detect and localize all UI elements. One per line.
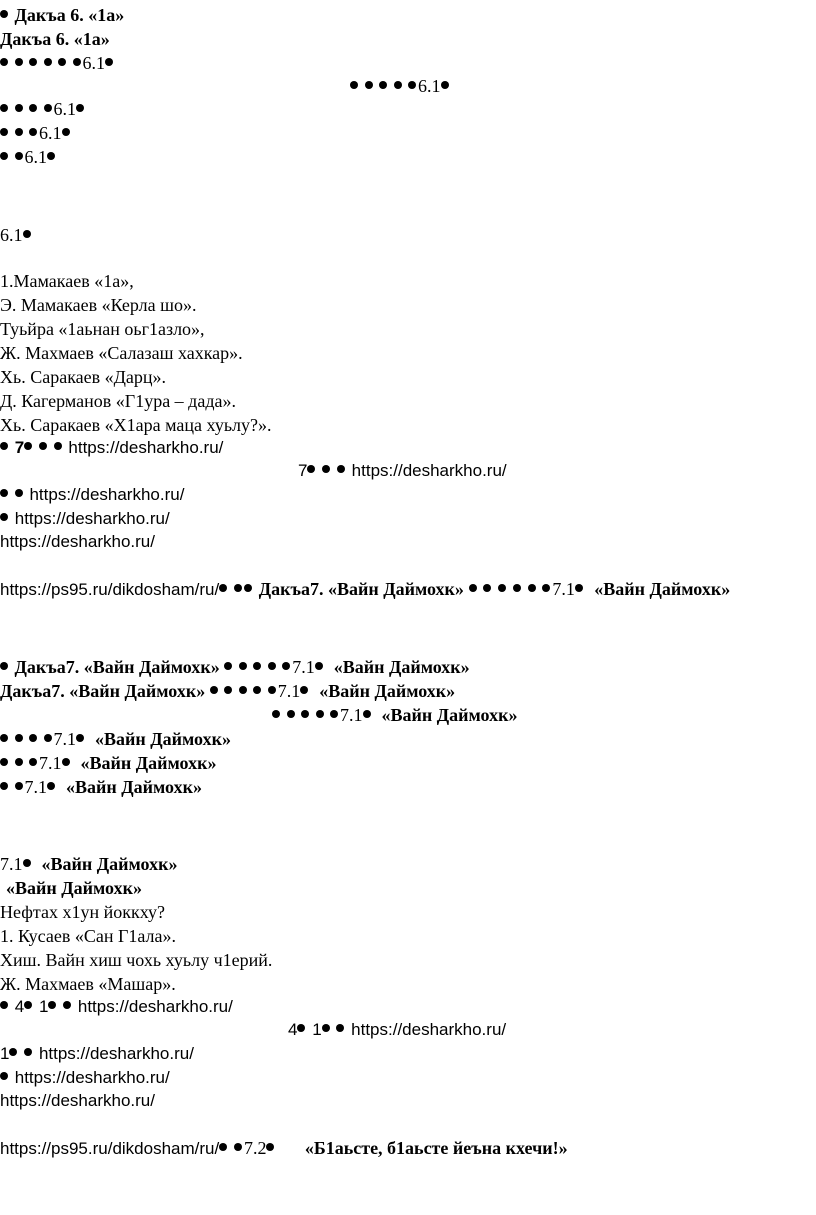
text-line: Туьйра «1аьнан оьг1азло», xyxy=(0,319,205,339)
heading-line xyxy=(0,680,455,702)
bullet-icon xyxy=(363,710,371,718)
bullet-icon xyxy=(268,686,276,694)
bullet-icon xyxy=(29,58,37,66)
section-number: 6.1 xyxy=(0,225,23,245)
subsection-title: «Вайн Даймохк» xyxy=(319,681,456,701)
toc-line xyxy=(350,75,451,97)
ps95-link[interactable]: https://ps95.ru/dikdosham/ru/ xyxy=(0,580,220,599)
bullet-icon xyxy=(287,710,295,718)
bullet-icon xyxy=(379,81,387,89)
link-number: 1 xyxy=(312,1020,322,1039)
subsection-title: «Вайн Даймохк» xyxy=(6,878,142,898)
subsection-title: «Вайн Даймохк» xyxy=(594,579,731,599)
desharkho-link[interactable]: https://desharkho.ru/ xyxy=(0,1091,155,1110)
text-line: 1.Мамакаев «1а», xyxy=(0,271,134,291)
bullet-icon xyxy=(0,104,8,112)
bullet-icon xyxy=(29,104,37,112)
bullet-icon xyxy=(282,662,290,670)
bullet-icon xyxy=(336,1024,344,1032)
bullet-icon xyxy=(394,81,402,89)
bullet-icon xyxy=(29,128,37,136)
section-number: 7.2 xyxy=(243,1138,267,1158)
bullet-icon xyxy=(15,734,23,742)
bullet-icon xyxy=(234,584,242,592)
toc-line xyxy=(0,146,57,168)
bullet-icon xyxy=(9,1048,17,1056)
toc-line xyxy=(0,224,33,246)
bullet-icon xyxy=(15,152,23,160)
bullet-icon xyxy=(15,58,23,66)
bullet-icon xyxy=(0,1001,8,1009)
bullet-icon xyxy=(315,662,323,670)
subsection-title: «Вайн Даймохк» xyxy=(381,705,518,725)
bullet-icon xyxy=(44,734,52,742)
bullet-icon xyxy=(47,782,55,790)
desharkho-link[interactable]: https://desharkho.ru/ xyxy=(14,509,170,528)
subsection-title: «Вайн Даймохк» xyxy=(95,729,231,749)
bullet-icon xyxy=(322,1024,330,1032)
text-line: Ж. Махмаев «Машар». xyxy=(0,974,176,994)
bullet-icon xyxy=(0,442,8,450)
bullet-icon xyxy=(266,1143,274,1151)
bullet-icon xyxy=(0,758,8,766)
bullet-icon xyxy=(62,128,70,136)
bullet-icon xyxy=(24,1048,32,1056)
text-line: Хь. Саракаев «Х1ара маца хуьлу?». xyxy=(0,415,272,435)
link-number: 4 xyxy=(288,1020,298,1039)
bullet-icon xyxy=(0,128,8,136)
bullet-icon xyxy=(76,104,84,112)
bullet-icon xyxy=(272,710,280,718)
bullet-icon xyxy=(322,465,330,473)
desharkho-link[interactable]: https://desharkho.ru/ xyxy=(68,438,224,457)
bullet-icon xyxy=(0,1072,8,1080)
toc-line xyxy=(0,122,72,144)
section-number: 6.1 xyxy=(53,99,76,119)
bullet-icon xyxy=(0,782,8,790)
link-line xyxy=(298,460,507,482)
bullet-icon xyxy=(23,859,31,867)
bullet-icon xyxy=(337,465,345,473)
heading-line xyxy=(0,656,470,678)
heading-line xyxy=(0,28,110,50)
link-number: 1 xyxy=(0,1044,10,1063)
desharkho-link[interactable]: https://desharkho.ru/ xyxy=(77,997,233,1016)
bullet-icon xyxy=(15,128,23,136)
text-line: Д. Кагерманов «Г1ура – дада». xyxy=(0,391,236,411)
text-line: Хиш. Вайн хиш чохь хуьлу ч1ерий. xyxy=(0,950,273,970)
bullet-icon xyxy=(268,662,276,670)
bullet-icon xyxy=(441,81,449,89)
link-line xyxy=(0,508,170,530)
bullet-icon xyxy=(0,662,8,670)
link-number: 7 xyxy=(298,461,308,480)
section-heading: Дакъа7. «Вайн Даймохк» xyxy=(14,657,220,677)
link-number: 1 xyxy=(38,997,49,1016)
text-line: Нефтах х1ун йоккху? xyxy=(0,902,166,922)
bullet-icon xyxy=(23,230,31,238)
section-number: 7.1 xyxy=(277,681,301,701)
section-number: 7.1 xyxy=(292,657,315,677)
bullet-icon xyxy=(234,1143,242,1151)
toc-line xyxy=(0,98,86,120)
bullet-icon xyxy=(0,513,8,521)
link-line xyxy=(0,1090,155,1112)
subsection-title: «Вайн Даймохк» xyxy=(333,657,470,677)
bullet-icon xyxy=(307,465,315,473)
bullet-icon xyxy=(219,1143,227,1151)
link-line xyxy=(0,996,233,1018)
bullet-icon xyxy=(498,584,506,592)
desharkho-link[interactable]: https://desharkho.ru/ xyxy=(14,1068,170,1087)
link-line xyxy=(0,1043,194,1065)
link-line xyxy=(0,1067,170,1089)
bullet-icon xyxy=(239,686,247,694)
text-line: Э. Мамакаев «Керла шо». xyxy=(0,295,197,315)
bullet-icon xyxy=(76,734,84,742)
heading-line xyxy=(272,704,517,726)
bullet-icon xyxy=(15,782,23,790)
bullet-icon xyxy=(15,489,23,497)
ps95-line xyxy=(0,1137,568,1160)
bullet-icon xyxy=(39,442,47,450)
bullet-icon xyxy=(528,584,536,592)
toc-line xyxy=(0,52,115,74)
heading-line xyxy=(0,752,216,774)
section-number: 7.1 xyxy=(53,729,76,749)
desharkho-link[interactable]: https://desharkho.ru/ xyxy=(29,485,185,504)
bullet-icon xyxy=(47,152,55,160)
bullet-icon xyxy=(0,152,8,160)
section-number: 7.1 xyxy=(24,777,47,797)
link-line xyxy=(0,531,155,553)
bullet-icon xyxy=(24,1001,32,1009)
bullet-icon xyxy=(316,710,324,718)
subsection-title: «Вайн Даймохк» xyxy=(80,753,217,773)
bullet-icon xyxy=(0,734,8,742)
desharkho-link[interactable]: https://desharkho.ru/ xyxy=(351,461,507,480)
bullet-icon xyxy=(330,710,338,718)
desharkho-link[interactable]: https://desharkho.ru/ xyxy=(351,1020,507,1039)
bullet-icon xyxy=(350,81,358,89)
bullet-icon xyxy=(73,58,81,66)
bullet-icon xyxy=(365,81,373,89)
ps95-link[interactable]: https://ps95.ru/dikdosham/ru/ xyxy=(0,1139,220,1158)
text-line: 1. Кусаев «Сан Г1ала». xyxy=(0,926,176,946)
bullet-icon xyxy=(54,442,62,450)
bullet-icon xyxy=(300,686,308,694)
bullet-icon xyxy=(44,58,52,66)
link-line xyxy=(288,1019,506,1041)
desharkho-link[interactable]: https://desharkho.ru/ xyxy=(0,532,155,551)
bullet-icon xyxy=(58,58,66,66)
section-number: 7.1 xyxy=(340,705,363,725)
section-number: 6.1 xyxy=(418,76,441,96)
bullet-icon xyxy=(0,10,8,18)
bullet-icon xyxy=(62,758,70,766)
bullet-icon xyxy=(48,1001,56,1009)
text-line: Хь. Саракаев «Дарц». xyxy=(0,367,167,387)
section-heading: Дакъа 6. «1а» xyxy=(0,29,110,49)
bullet-icon xyxy=(408,81,416,89)
bullet-icon xyxy=(105,58,113,66)
bullet-icon xyxy=(0,489,8,497)
section-heading: Дакъа7. «Вайн Даймохк» xyxy=(0,681,206,701)
bullet-icon xyxy=(542,584,550,592)
bullet-icon xyxy=(244,584,252,592)
bullet-icon xyxy=(24,442,32,450)
heading-line xyxy=(0,728,231,750)
bullet-icon xyxy=(575,584,583,592)
section-number: 7.1 xyxy=(0,854,23,874)
bullet-icon xyxy=(63,1001,71,1009)
section-heading: Дакъа7. «Вайн Даймохк» xyxy=(258,579,464,599)
heading-line xyxy=(0,776,202,798)
link-number: 7 xyxy=(14,438,25,457)
bullet-icon xyxy=(15,758,23,766)
bullet-icon xyxy=(219,584,227,592)
text-line: Ж. Махмаев «Салазаш хахкар». xyxy=(0,343,243,363)
bullet-icon xyxy=(44,104,52,112)
section-number: 7.1 xyxy=(552,579,575,599)
subsection-title: «Б1аьсте, б1аьсте йеъна кхечи!» xyxy=(304,1138,568,1158)
bullet-icon xyxy=(15,104,23,112)
bullet-icon xyxy=(0,58,8,66)
bullet-icon xyxy=(29,758,37,766)
bullet-icon xyxy=(224,686,232,694)
heading-line xyxy=(6,877,142,899)
bullet-icon xyxy=(253,662,261,670)
bullet-icon xyxy=(253,686,261,694)
bullet-icon xyxy=(239,662,247,670)
bullet-icon xyxy=(469,584,477,592)
bullet-icon xyxy=(301,710,309,718)
section-number: 6.1 xyxy=(24,147,47,167)
bullet-icon xyxy=(29,734,37,742)
section-heading: Дакъа 6. «1а» xyxy=(14,5,125,25)
heading-line xyxy=(0,853,177,875)
bullet-icon xyxy=(483,584,491,592)
link-number: 4 xyxy=(14,997,25,1016)
bullet-icon xyxy=(210,686,218,694)
ps95-line xyxy=(0,578,730,601)
subsection-title: «Вайн Даймохк» xyxy=(66,777,202,797)
section-number: 6.1 xyxy=(39,123,62,143)
desharkho-link[interactable]: https://desharkho.ru/ xyxy=(38,1044,194,1063)
bullet-icon xyxy=(297,1024,305,1032)
link-line xyxy=(0,484,184,506)
heading-line xyxy=(0,4,124,26)
section-number: 7.1 xyxy=(39,753,62,773)
bullet-icon xyxy=(224,662,232,670)
bullet-icon xyxy=(513,584,521,592)
subsection-title: «Вайн Даймохк» xyxy=(41,854,178,874)
link-line xyxy=(0,437,223,459)
section-number: 6.1 xyxy=(82,53,105,73)
